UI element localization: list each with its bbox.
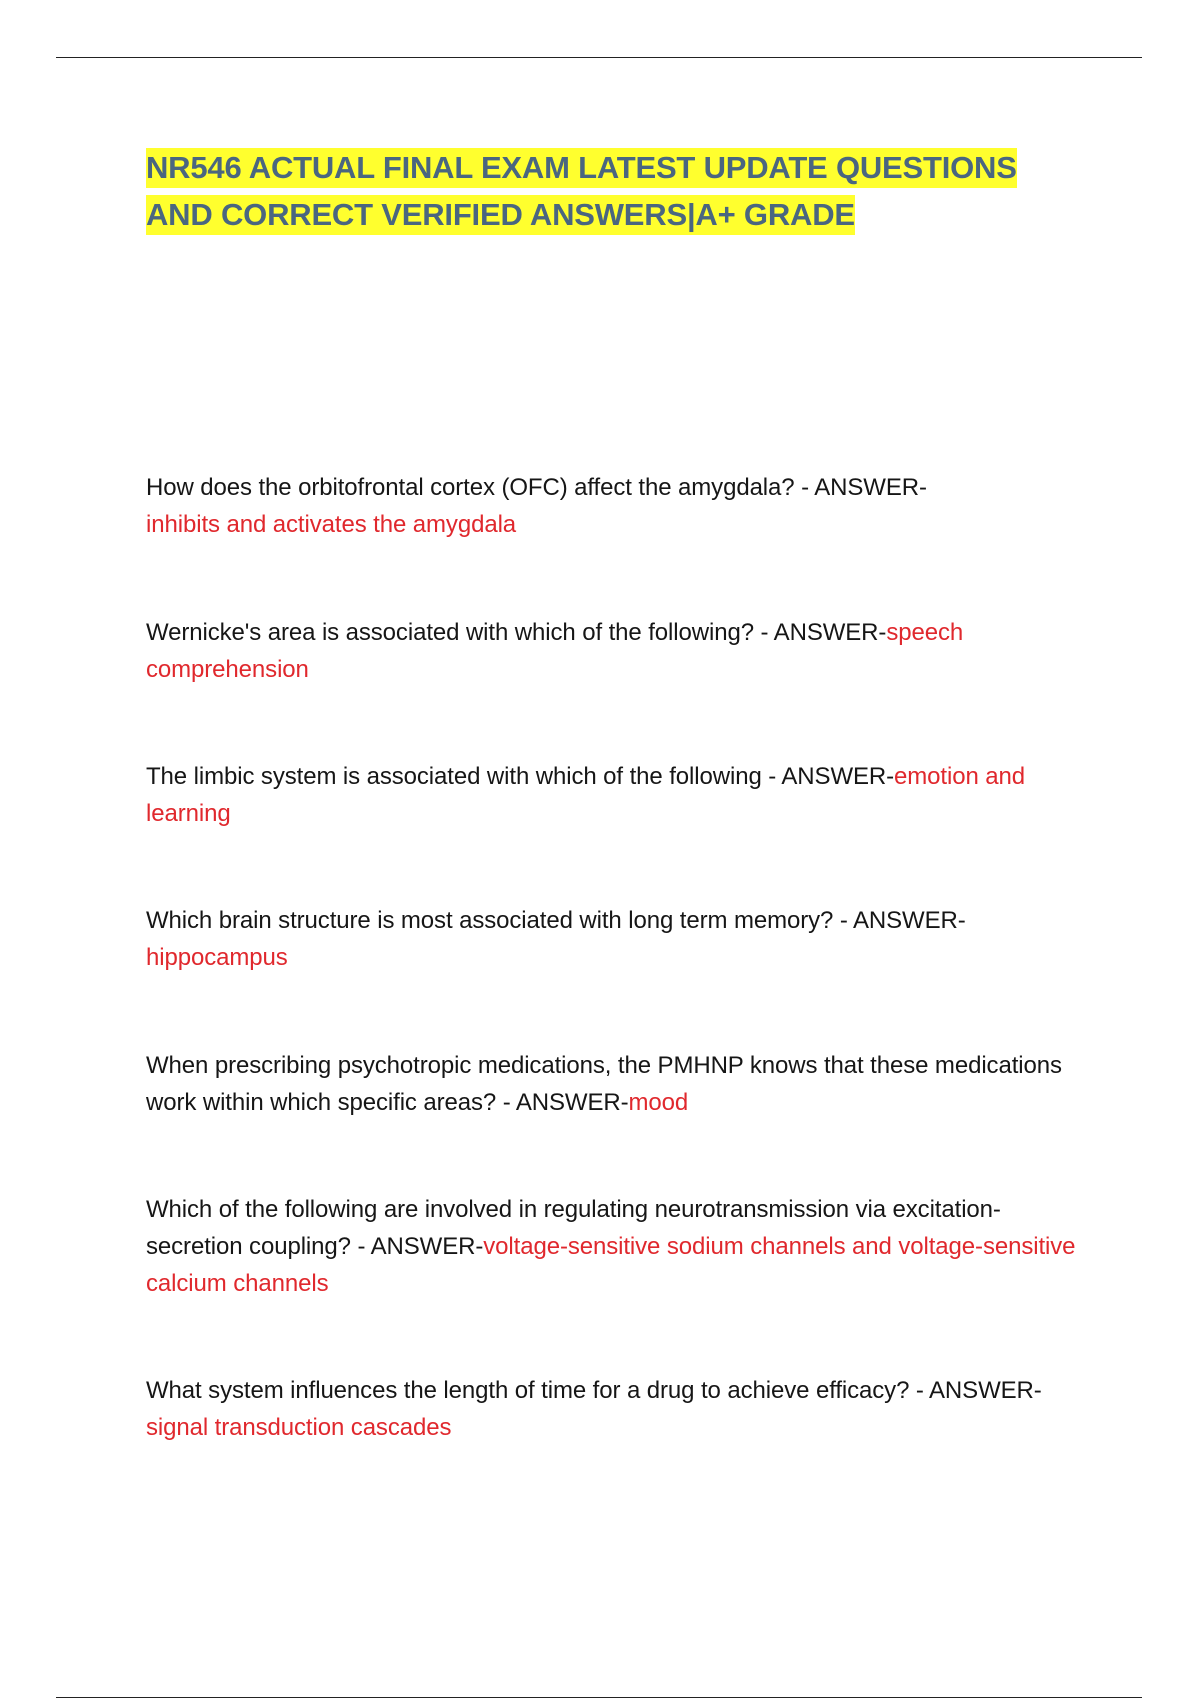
title-line-2: AND CORRECT VERIFIED ANSWERS|A+ GRADE [146,195,855,235]
qa-item [146,1372,1076,1446]
qa-item [146,614,1076,688]
answer-text: signal transduction cascades [146,1414,452,1441]
question-text: When prescribing psychotropic medications, the PMHNP knows that these medications work within which specific areas? - ANSWER- [146,1052,1062,1116]
header-rule [56,57,1142,58]
answer-text: hippocampus [146,944,288,971]
question-text: How does the orbitofrontal cortex (OFC) affect the amygdala? - ANSWER- [146,474,927,501]
answer-text: inhibits and activates the amygdala [146,511,517,538]
question-text: What system influences the length of time for a drug to achieve efficacy? - ANSWER- [146,1377,1042,1404]
qa-item [146,469,1076,543]
question-text: Which brain structure is most associated with long term memory? - ANSWER- [146,907,966,934]
question-text: Wernicke's area is associated with which of the following? - ANSWER- [146,619,887,646]
answer-text: speech comprehension [146,619,964,683]
answer-text: voltage-sensitive sodium channels and voltage-sensitive calcium channels [146,1233,1076,1297]
qa-item [146,758,1076,832]
answer-text: emotion and learning [146,763,1026,827]
qa-item [146,1047,1076,1121]
answer-text: mood [628,1089,689,1116]
footer-rule [56,1697,1142,1698]
qa-item [146,1191,1076,1302]
qa-item [146,902,1076,976]
question-text: Which of the following are involved in regulating neurotransmission via excitation-secretion coupling? - ANSWER- [146,1196,1001,1260]
title-line-1: NR546 ACTUAL FINAL EXAM LATEST UPDATE QUESTIONS [146,148,1017,188]
document-title [146,144,1106,238]
question-text: The limbic system is associated with which of the following - ANSWER- [146,763,895,790]
